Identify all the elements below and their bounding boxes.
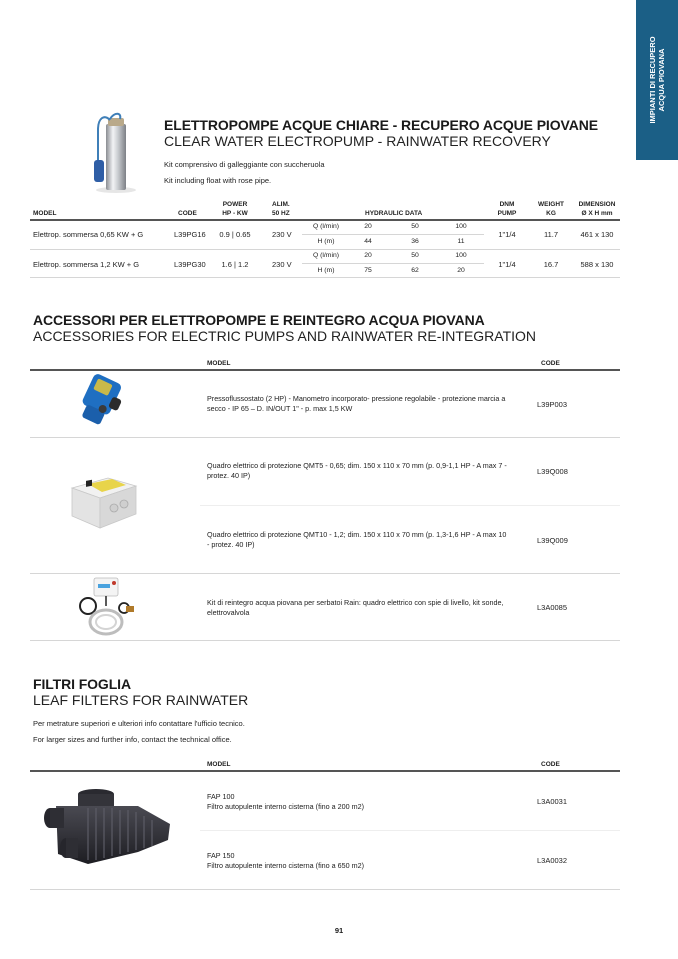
submersible-pump-image (86, 110, 142, 195)
header-hydraulic: HYDRAULIC DATA (365, 210, 423, 217)
header-model: MODEL (33, 210, 57, 217)
section-title-it: ELETTROPOMPE ACQUE CHIARE - RECUPERO ACQUE PIOVANE (164, 117, 598, 133)
table-header-rule (30, 219, 620, 221)
section-note-en: Kit including float with rose pipe. (164, 176, 272, 185)
row-alim: 230 V (272, 260, 292, 269)
row-description: Kit di reintegro acqua piovana per serbatoi Rain: quadro elettrico con spie di livello, kit sonde, elettrovalvola (207, 598, 504, 617)
control-panel-image (68, 470, 140, 532)
row-q-3: 100 (455, 223, 467, 230)
header-weight-line-2: KG (546, 210, 556, 217)
row-code: L39PG30 (174, 260, 206, 269)
row-dnm: 1"1/4 (498, 230, 516, 239)
row-q-1: 20 (364, 223, 372, 230)
header-dnm-line-1: DNM (499, 201, 515, 208)
row-divider (30, 249, 620, 250)
header-dimension-line-1: DIMENSION (578, 201, 616, 208)
row-q-2: 50 (411, 223, 419, 230)
section-title-it: ACCESSORI PER ELETTROPOMPE E REINTEGRO ACQUA PIOVANA (33, 312, 485, 328)
row-weight: 16.7 (543, 260, 559, 269)
section-note-it: Per metrature superiori e ulteriori info contattare l'ufficio tecnico. (33, 719, 245, 728)
section-title-en: LEAF FILTERS FOR RAINWATER (33, 692, 249, 708)
row-q-2: 50 (411, 252, 419, 259)
row-dimension: 461 x 130 (580, 230, 614, 239)
row-code: L3A0031 (537, 797, 568, 806)
header-weight-line-1: WEIGHT (538, 201, 564, 208)
row-q-3: 100 (455, 252, 467, 259)
row-dnm: 1"1/4 (498, 260, 516, 269)
row-model: Elettrop. sommersa 1,2 KW + G (33, 260, 140, 269)
header-code: CODE (178, 210, 197, 217)
section-title-en: CLEAR WATER ELECTROPUMP - RAINWATER RECOVERY (164, 133, 551, 149)
row-model: Elettrop. sommersa 0,65 KW + G (33, 230, 144, 239)
row-code: L39Q009 (537, 536, 568, 545)
header-model: MODEL (207, 761, 231, 768)
row-h-1: 44 (364, 238, 372, 245)
row-inner-divider (302, 263, 484, 264)
row-divider (30, 277, 620, 278)
row-q-label: Q (l/min) (312, 223, 340, 230)
row-code: L39Q008 (537, 467, 568, 476)
row-h-3: 20 (457, 267, 465, 274)
row-divider (30, 640, 620, 641)
header-dimension-line-2: Ø X H mm (581, 210, 613, 217)
header-model: MODEL (207, 360, 231, 367)
header-power-line-2: HP - KW (222, 210, 248, 217)
row-description: Filtro autopulente interno cisterna (fino a 650 m2) (207, 861, 365, 870)
row-alim: 230 V (272, 230, 292, 239)
pressure-flow-switch-image (72, 372, 132, 430)
row-inner-divider (302, 234, 484, 235)
row-name: FAP 150 (207, 851, 235, 860)
section-note-en: For larger sizes and further info, contact the technical office. (33, 735, 232, 744)
row-divider (30, 573, 620, 574)
row-h-label: H (m) (317, 238, 335, 245)
row-code: L3A0085 (537, 603, 568, 612)
header-alim-line-1: ALIM. (272, 201, 290, 208)
section-note-it: Kit comprensivo di galleggiante con succheruola (164, 160, 325, 169)
row-h-2: 62 (411, 267, 419, 274)
row-divider (200, 505, 620, 506)
table-header-rule (30, 369, 620, 371)
header-dnm (490, 200, 524, 218)
header-code: CODE (541, 360, 560, 367)
table-header-rule (30, 770, 620, 772)
row-weight: 11.7 (543, 230, 559, 239)
row-divider (30, 889, 620, 890)
header-power-line-1: POWER (222, 201, 248, 208)
section-side-tab (636, 0, 678, 160)
row-description: Filtro autopulente interno cisterna (fino a 200 m2) (207, 802, 365, 811)
section-title-en: ACCESSORIES FOR ELECTRIC PUMPS AND RAINWATER RE-INTEGRATION (33, 328, 537, 344)
row-h-2: 36 (411, 238, 419, 245)
row-q-1: 20 (364, 252, 372, 259)
row-h-3: 11 (457, 238, 465, 245)
side-tab-line-2: ACQUA PIOVANA (657, 48, 666, 112)
side-tab-label (648, 36, 666, 123)
row-dimension: 588 x 130 (580, 260, 614, 269)
row-h-1: 75 (364, 267, 372, 274)
row-description: Quadro elettrico di protezione QMT5 - 0,65; dim. 150 x 110 x 70 mm (p. 0,9-1,1 HP - A max 7 - protez. 40 IP) (207, 461, 507, 480)
row-description: Quadro elettrico di protezione QMT10 - 1,2; dim. 150 x 110 x 70 mm (p. 1,3-1,6 HP - A max 10 - protez. 40 IP) (207, 530, 507, 549)
row-name: FAP 100 (207, 792, 235, 801)
page-number: 91 (334, 926, 344, 935)
row-divider (30, 437, 620, 438)
row-code: L39PG16 (174, 230, 206, 239)
side-tab-line-1: IMPIANTI DI RECUPERO (648, 36, 657, 124)
rain-kit-image (72, 576, 138, 638)
row-h-label: H (m) (317, 267, 335, 274)
section-title-it: FILTRI FOGLIA (33, 676, 131, 692)
row-divider (200, 830, 620, 831)
row-code: L3A0032 (537, 856, 568, 865)
header-alim (272, 200, 290, 218)
row-power: 0.9 | 0.65 (219, 230, 251, 239)
header-code: CODE (541, 761, 560, 768)
header-dimension (574, 200, 620, 218)
row-description: Pressoflussostato (2 HP) - Manometro incorporato- pressione regolabile - protezione marcia a secco - IP 65 – D. IN/OUT 1" - p. max 1,5 KW (207, 394, 506, 413)
header-weight (530, 200, 572, 218)
header-alim-line-2: 50 HZ (272, 210, 290, 217)
row-code: L39P003 (537, 400, 568, 409)
row-q-label: Q (l/min) (312, 252, 340, 259)
header-dnm-line-2: PUMP (497, 210, 517, 217)
leaf-filter-image (38, 780, 174, 870)
header-power (215, 200, 255, 218)
row-power: 1.6 | 1.2 (221, 260, 249, 269)
